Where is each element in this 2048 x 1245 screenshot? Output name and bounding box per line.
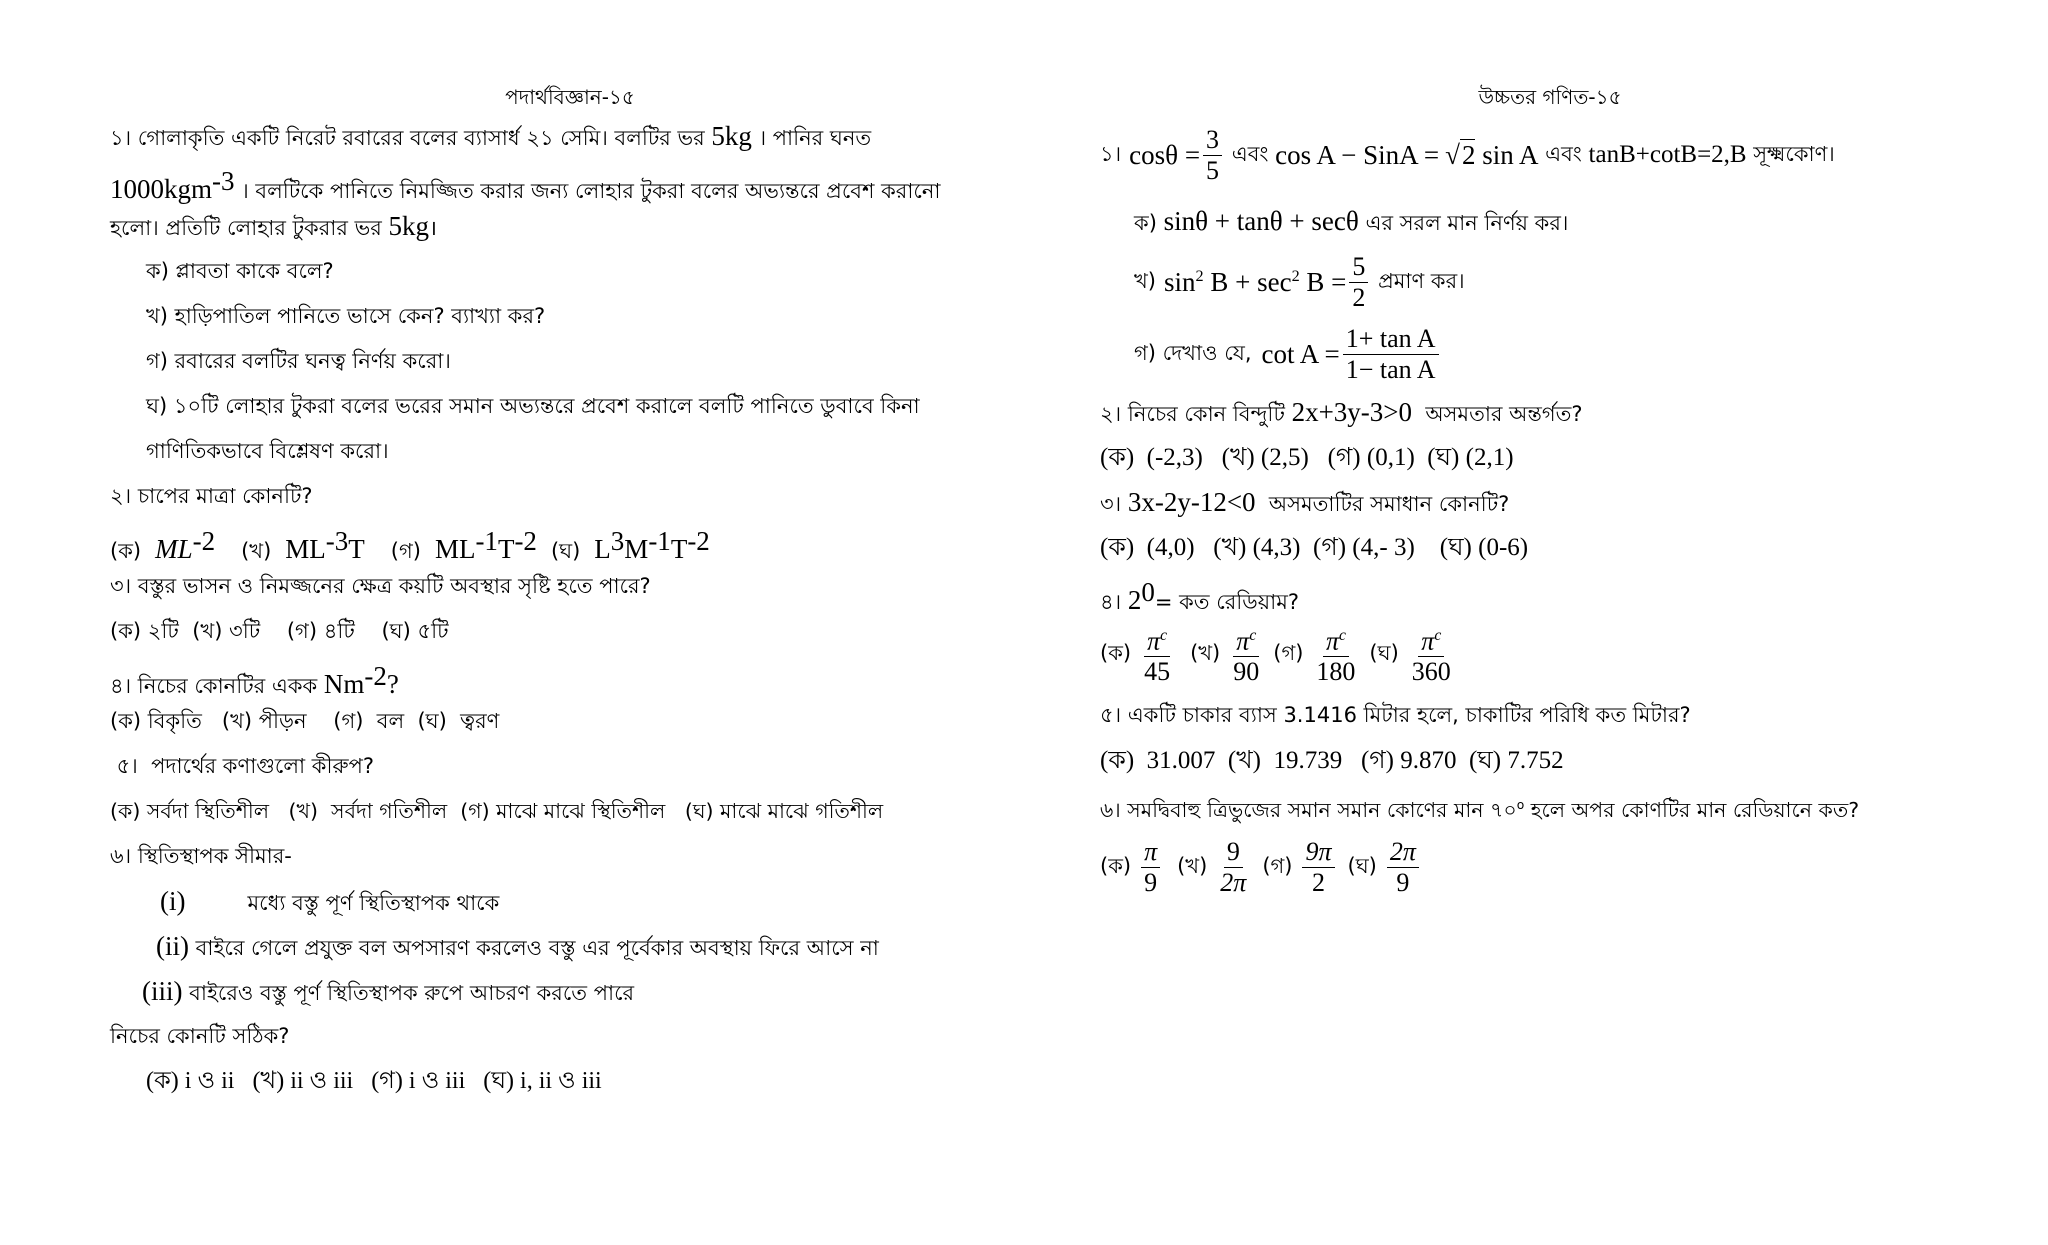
physics-q1-text3: হলো। প্রতিটি লোহার টুকরার ভর xyxy=(110,216,389,240)
fraction-numerator: 9 xyxy=(1224,837,1243,868)
math-q1-expr2-tail: sin A xyxy=(1475,139,1539,170)
math-q4-option-kha xyxy=(1230,621,1262,688)
math-q6-option-ka xyxy=(1141,837,1160,898)
math-q1-ga-fraction xyxy=(1343,324,1439,385)
conjunction: এবং xyxy=(1538,141,1589,166)
physics-q6-item-text: বাইরে গেলে প্রযুক্ত বল অপসারণ করলেও বস্তু এর পূর্বেকার অবস্থায় ফিরে আসে না xyxy=(189,936,879,960)
math-q1-expr3: tanB+cotB=2,B xyxy=(1588,141,1747,168)
physics-q3-options: (ক) ২টি (খ) ৩টি (গ) ৪টি (ঘ) ৫টি xyxy=(110,619,449,643)
exponent: -1 xyxy=(475,526,498,556)
math-q6-question xyxy=(1100,783,2000,828)
math-q2-text: ২। নিচের কোন বিন্দুটি xyxy=(1100,402,1292,426)
option-label: (খ) xyxy=(1177,853,1208,878)
physics-q6-question: ৬। স্থিতিস্থাপক সীমার- xyxy=(110,844,292,868)
physics-q3-question: ৩। বস্তুর ভাসন ও নিমজ্জনের ক্ষেত্র কয়টি অবস্থার সৃষ্টি হতে পারে? xyxy=(110,574,651,598)
math-q3-options: (ক) (4,0) (খ) (4,3) (গ) (4,- 3) (ঘ) (0-6) xyxy=(1100,534,1529,561)
math-q1-ga xyxy=(1100,318,2000,390)
sqrt-symbol: √ xyxy=(1445,139,1460,170)
math-q1-kha-expr: sin xyxy=(1163,266,1196,297)
math-title: উচ্চতর গণিত-১৫ xyxy=(1478,85,1622,109)
fraction-denominator: 180 xyxy=(1316,657,1356,687)
fraction-numerator: 3 xyxy=(1203,125,1222,156)
math-q2-inequality: 2x+3y-3>0 xyxy=(1291,397,1413,427)
exponent: 0 xyxy=(1141,577,1155,607)
math-q3-inequality: 3x-2y-12<0 xyxy=(1127,487,1256,517)
math-q5-question: ৫। একটি চাকার ব্যাস 3.1416 মিটার হলে, চাকাটির পরিধি কত মিটার? xyxy=(1100,703,1691,727)
math-q1-kha-fraction xyxy=(1349,252,1368,313)
math-q2-options: (ক) (-2,3) (খ) (2,5) (গ) (0,1) (ঘ) (2,1) xyxy=(1100,444,1514,471)
option-ga: ML xyxy=(434,534,476,564)
physics-q6-item-text: মধ্যে বস্তু পূর্ণ স্থিতিস্থাপক থাকে xyxy=(247,891,500,915)
exponent: c xyxy=(1160,626,1168,644)
pi-symbol: π xyxy=(1236,626,1250,656)
physics-q1-mass: 5kg xyxy=(711,121,752,151)
math-q3-text-tail: অসমতাটির সমাধান কোনটি? xyxy=(1255,492,1510,516)
physics-q1-line2 xyxy=(110,159,1030,204)
pi-symbol: π xyxy=(1147,626,1161,656)
physics-q5-options: (ক) সর্বদা স্থিতিশীল (খ) সর্বদা গতিশীল (গ) মাঝে মাঝে স্থিতিশীল (ঘ) মাঝে মাঝে গতিশীল xyxy=(110,799,884,823)
fraction-denominator: 9 xyxy=(1396,867,1410,897)
fraction-denominator: 2π xyxy=(1220,867,1247,897)
roman-label: (ii) xyxy=(156,931,189,961)
roman-label: (iii) xyxy=(142,976,183,1006)
physics-q6-item-ii xyxy=(110,924,1030,969)
physics-q1-gha-line2: গাণিতিকভাবে বিশ্লেষণ করো। xyxy=(146,439,389,463)
exponent: -2 xyxy=(514,526,537,556)
question-number: ১। xyxy=(1100,141,1122,166)
physics-q4-unit: Nm xyxy=(323,669,365,699)
option-label: (ক) xyxy=(1100,640,1132,665)
physics-q1-kha: খ) হাড়িপাতিল পানিতে ভাসে কেন? ব্যাখ্যা কর? xyxy=(146,304,546,328)
fraction-denominator: 5 xyxy=(1206,155,1220,185)
exponent: 3 xyxy=(610,526,625,556)
option-label: (গ) xyxy=(1273,640,1304,665)
exponent: c xyxy=(1434,626,1442,644)
math-q2-text-tail: অসমতার অন্তর্গত? xyxy=(1412,402,1583,426)
math-q4-text-tail: = কত রেডিয়াম? xyxy=(1154,590,1300,614)
math-q1-kha xyxy=(1100,246,2000,318)
option-label: (ঘ) xyxy=(1369,640,1399,665)
physics-q4-qmark: ? xyxy=(386,669,399,699)
math-q3-text: ৩। xyxy=(1100,492,1128,516)
math-q6-text: ৬। সমদ্বিবাহু ত্রিভুজের সমান সমান কোণের মান ৭০ xyxy=(1100,797,1517,822)
exponent: -2 xyxy=(364,661,387,691)
physics-q6-item-iii xyxy=(110,969,1030,1014)
math-q1-ka xyxy=(1100,196,2000,246)
sub-label: খ) xyxy=(1134,268,1156,293)
sub-label: গ) দেখাও যে, xyxy=(1134,340,1252,365)
fraction-numerator: 5 xyxy=(1349,252,1368,283)
math-q1-line xyxy=(1100,114,2000,196)
math-q6-options xyxy=(1100,828,2000,906)
fraction-denominator: 2 xyxy=(1312,867,1325,897)
math-q6-text-tail: হলে অপর কোণটির মান রেডিয়ানে কত? xyxy=(1524,797,1860,822)
option-label: (ক) xyxy=(110,539,142,563)
math-q4-option-ka xyxy=(1141,621,1173,688)
math-q4-text: ৪। xyxy=(1100,590,1128,614)
option-gha: L xyxy=(594,534,611,564)
physics-q1-ga: গ) রবারের বলটির ঘনত্ব নির্ণয় করো। xyxy=(146,349,451,373)
option-label: (খ) xyxy=(241,539,272,563)
fraction-numerator: 9π xyxy=(1302,837,1334,868)
math-q3-question xyxy=(1100,480,2000,525)
roman-label: (i) xyxy=(160,886,186,916)
physics-title: পদার্থবিজ্ঞান-১৫ xyxy=(505,85,635,109)
sqrt-value: 2 xyxy=(1461,140,1476,170)
physics-q6-options: (ক) i ও ii (খ) ii ও iii (গ) i ও iii (ঘ) i, ii ও iii xyxy=(146,1068,602,1094)
exponent: -3 xyxy=(325,526,349,556)
exponent: c xyxy=(1249,626,1257,644)
fraction-numerator: 2π xyxy=(1387,837,1419,868)
physics-q1-text: ১। গোলাকৃতি একটি নিরেট রবারের বলের ব্যাসার্ধ ২১ সেমি। বলটির ভর xyxy=(110,126,712,150)
fraction-numerator: 1+ tan A xyxy=(1343,324,1439,355)
option-kha: ML xyxy=(285,534,326,564)
physics-column xyxy=(110,80,1030,1104)
physics-q6-prompt: নিচের কোনটি সঠিক? xyxy=(110,1024,290,1048)
math-q4-base: 2 xyxy=(1127,585,1142,615)
physics-q5-question: ৫। পদার্থের কণাগুলো কীরুপ? xyxy=(110,754,374,778)
exponent: -2 xyxy=(687,526,710,556)
math-q1-ka-text: এর সরল মান নির্ণয় কর। xyxy=(1358,211,1569,235)
math-q4-options xyxy=(1100,615,2000,693)
math-q6-option-ga xyxy=(1302,837,1334,898)
option-label: (ঘ) xyxy=(1347,853,1377,878)
fraction-numerator: π xyxy=(1141,837,1160,868)
pi-symbol: π xyxy=(1421,626,1435,656)
physics-q1-text-tail: । পানির ঘনত xyxy=(751,126,872,150)
physics-q4-text: ৪। নিচের কোনটির একক xyxy=(110,674,324,698)
physics-q1-gha-line1: ঘ) ১০টি লোহার টুকরা বলের ভরের সমান অভ্যন্তরে প্রবেশ করালে বলটি পানিতে ডুবাবে কিনা xyxy=(146,394,920,418)
math-q1-tail: সূক্ষ্মকোণ। xyxy=(1746,141,1835,166)
exponent: 2 xyxy=(1195,266,1204,285)
physics-q1-text2: । বলটিকে পানিতে নিমজ্জিত করার জন্য লোহার টুকরা বলের অভ্যন্তরে প্রবেশ করানো xyxy=(234,179,941,203)
fraction-denominator: 45 xyxy=(1144,657,1171,687)
fraction-denominator: 2 xyxy=(1352,282,1366,312)
physics-q1-density-exp: -3 xyxy=(212,166,235,196)
option-gha-mid: T xyxy=(670,534,688,564)
option-label: (গ) xyxy=(390,539,421,563)
fraction-denominator: 9 xyxy=(1144,867,1158,897)
math-column xyxy=(1100,80,2000,906)
math-q1-cos-theta: cosθ = xyxy=(1129,139,1201,170)
pi-symbol: π xyxy=(1325,626,1339,656)
exponent: -1 xyxy=(648,526,671,556)
physics-q1-line3 xyxy=(110,204,1030,249)
physics-q2-question: ২। চাপের মাত্রা কোনটি? xyxy=(110,484,313,508)
option-kha-tail: T xyxy=(348,534,365,564)
math-q2-question xyxy=(1100,390,2000,435)
math-q1-ka-expr: sinθ + tanθ + secθ xyxy=(1163,206,1359,236)
fraction-denominator: 90 xyxy=(1233,657,1260,687)
physics-q1-density: 1000kgm xyxy=(110,174,213,204)
option-ka: ML xyxy=(155,534,193,564)
physics-q1-line1 xyxy=(110,114,1030,159)
exponent: c xyxy=(1338,626,1346,644)
physics-q4-question xyxy=(110,654,1030,699)
math-q1-kha-text: প্রমাণ কর। xyxy=(1371,268,1465,293)
math-q4-option-ga xyxy=(1313,621,1358,688)
math-q6-option-gha xyxy=(1387,837,1419,898)
physics-q2-options xyxy=(110,519,1030,564)
sub-label: ক) xyxy=(1134,211,1157,235)
math-q1-kha-expr: B = xyxy=(1299,266,1347,297)
option-label: (খ) xyxy=(1190,640,1221,665)
math-q1-kha-expr: B + sec xyxy=(1203,266,1292,297)
physics-q6-item-text: বাইরেও বস্তু পূর্ণ স্থিতিস্থাপক রুপে আচরণ করতে পারে xyxy=(182,981,635,1005)
math-q5-options: (ক) 31.007 (খ) 19.739 (গ) 9.870 (ঘ) 7.752 xyxy=(1100,747,1564,774)
physics-q1-text3-tail: । xyxy=(428,216,437,240)
option-gha-mid: M xyxy=(624,534,649,564)
math-q4-question xyxy=(1100,570,2000,615)
math-q1-fraction xyxy=(1203,125,1222,186)
physics-q4-options: (ক) বিকৃতি (খ) পীড়ন (গ) বল (ঘ) ত্বরণ xyxy=(110,709,500,733)
option-label: (ক) xyxy=(1100,853,1132,878)
physics-q6-item-i xyxy=(110,879,1030,924)
degree-symbol: o xyxy=(1516,798,1525,812)
fraction-denominator: 360 xyxy=(1411,657,1451,687)
physics-q1-ka: ক) প্লাবতা কাকে বলে? xyxy=(146,259,334,283)
exponent: 2 xyxy=(1291,266,1300,285)
math-q4-option-gha xyxy=(1409,621,1454,688)
option-ga-mid: T xyxy=(497,534,515,564)
physics-q1-iron-mass: 5kg xyxy=(388,211,429,241)
conjunction: এবং xyxy=(1225,141,1276,166)
math-q1-ga-expr: cot A = xyxy=(1261,338,1340,369)
math-q1-expr2: cos A − SinA = xyxy=(1275,139,1440,170)
option-label: (গ) xyxy=(1262,853,1293,878)
option-label: (ঘ) xyxy=(550,539,581,563)
fraction-denominator: 1− tan A xyxy=(1345,354,1436,384)
math-q6-option-kha xyxy=(1217,837,1249,898)
exponent: -2 xyxy=(192,526,216,556)
